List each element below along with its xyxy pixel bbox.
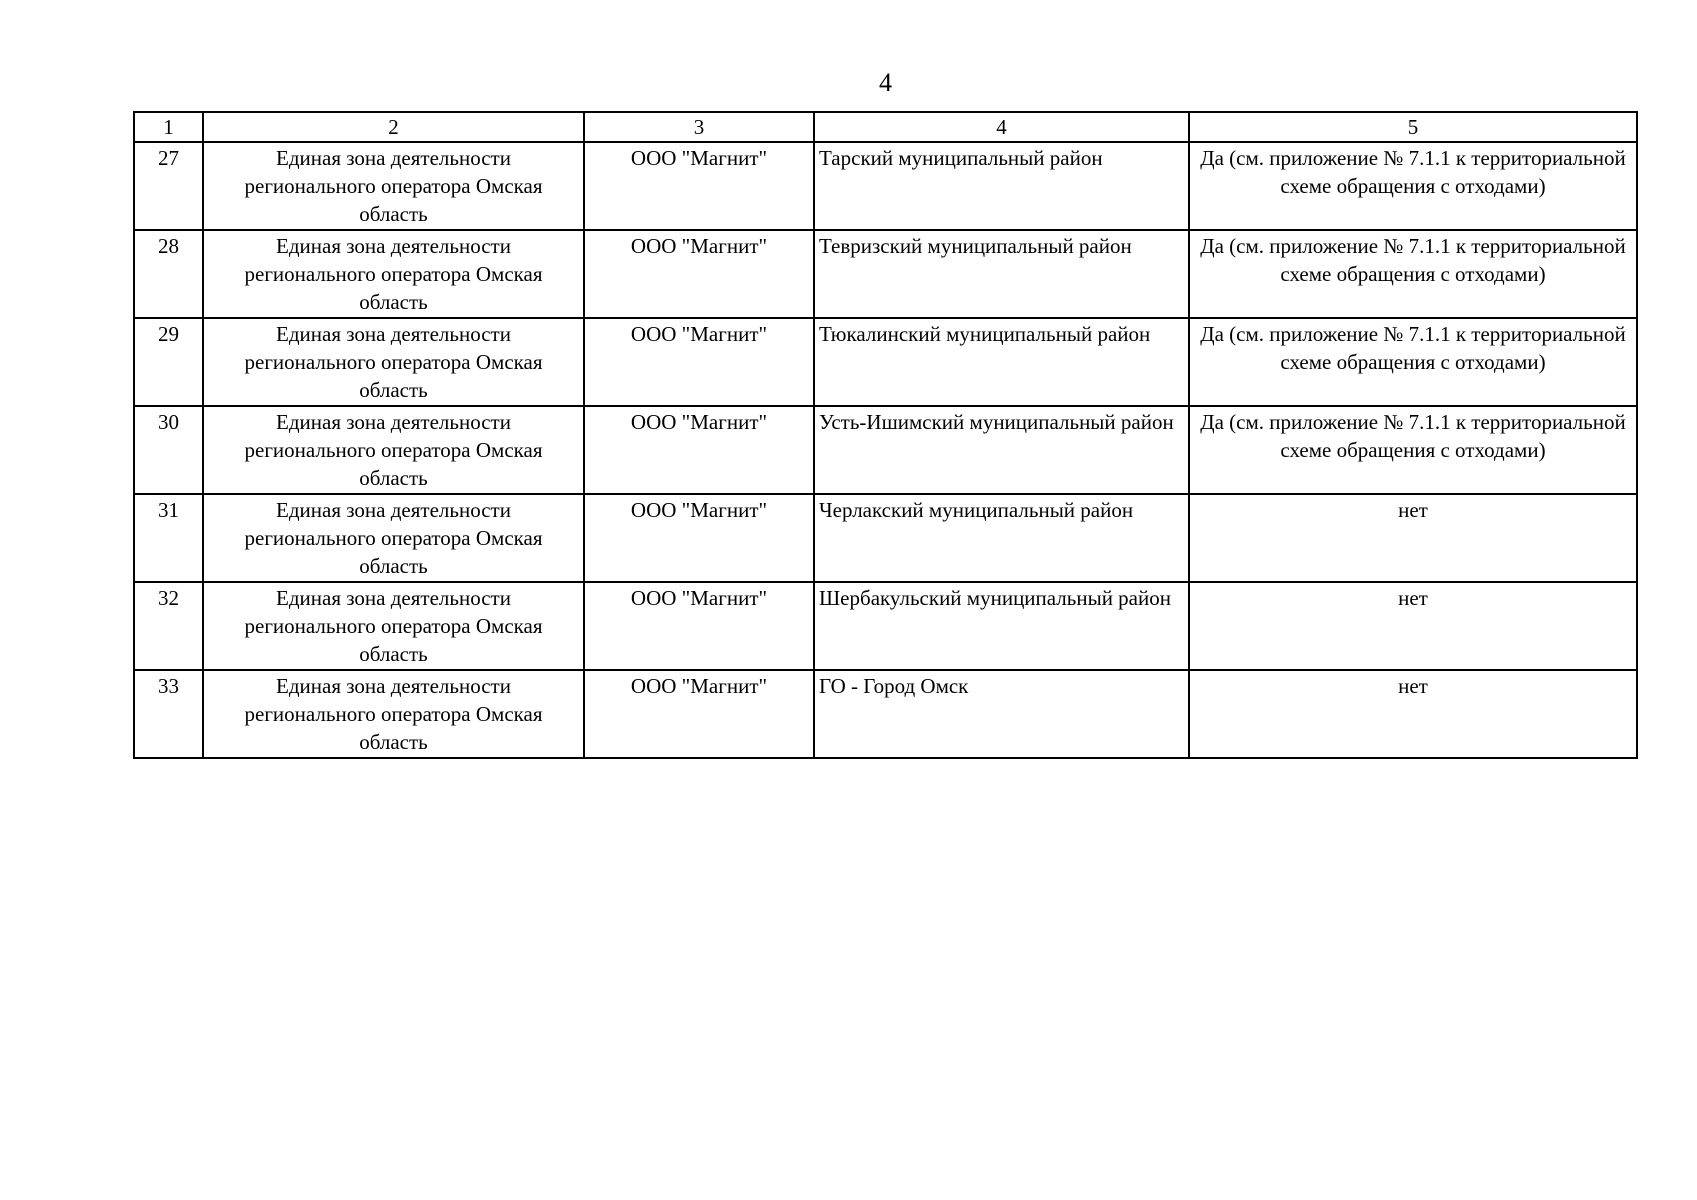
- operator-cell: ООО "Магнит": [584, 582, 814, 670]
- zone-cell: Единая зона деятельности регионального оператора Омская область: [203, 494, 584, 582]
- zone-cell: Единая зона деятельности регионального оператора Омская область: [203, 582, 584, 670]
- table-row: [134, 494, 1637, 582]
- zone-cell: Единая зона деятельности регионального оператора Омская область: [203, 142, 584, 230]
- data-table: [133, 111, 1638, 759]
- requirement-cell: Да (см. приложение № 7.1.1 к территориальной схеме обращения с отходами): [1189, 318, 1637, 406]
- operator-cell: ООО "Магнит": [584, 670, 814, 758]
- column-header-3: 3: [584, 112, 814, 142]
- table-row: [134, 582, 1637, 670]
- row-number-cell: 30: [134, 406, 203, 494]
- zone-cell: Единая зона деятельности регионального оператора Омская область: [203, 230, 584, 318]
- column-header-2: 2: [203, 112, 584, 142]
- operator-cell: ООО "Магнит": [584, 318, 814, 406]
- requirement-cell: Да (см. приложение № 7.1.1 к территориальной схеме обращения с отходами): [1189, 230, 1637, 318]
- area-cell: Тюкалинский муниципальный район: [814, 318, 1189, 406]
- row-number-cell: 31: [134, 494, 203, 582]
- operator-cell: ООО "Магнит": [584, 230, 814, 318]
- table-header-row: [134, 112, 1637, 142]
- area-cell: Шербакульский муниципальный район: [814, 582, 1189, 670]
- row-number-cell: 33: [134, 670, 203, 758]
- area-cell: Черлакский муниципальный район: [814, 494, 1189, 582]
- requirement-cell: Да (см. приложение № 7.1.1 к территориальной схеме обращения с отходами): [1189, 406, 1637, 494]
- area-cell: ГО - Город Омск: [814, 670, 1189, 758]
- table-row: [134, 142, 1637, 230]
- area-cell: Тарский муниципальный район: [814, 142, 1189, 230]
- zone-cell: Единая зона деятельности регионального оператора Омская область: [203, 670, 584, 758]
- column-header-5: 5: [1189, 112, 1637, 142]
- area-cell: Тевризский муниципальный район: [814, 230, 1189, 318]
- requirement-cell: нет: [1189, 670, 1637, 758]
- table-row: [134, 670, 1637, 758]
- row-number-cell: 27: [134, 142, 203, 230]
- table-row: [134, 230, 1637, 318]
- table-row: [134, 406, 1637, 494]
- row-number-cell: 29: [134, 318, 203, 406]
- requirement-cell: Да (см. приложение № 7.1.1 к территориальной схеме обращения с отходами): [1189, 142, 1637, 230]
- operator-cell: ООО "Магнит": [584, 494, 814, 582]
- page-number: 4: [879, 68, 892, 97]
- table-row: [134, 318, 1637, 406]
- zone-cell: Единая зона деятельности регионального оператора Омская область: [203, 318, 584, 406]
- row-number-cell: 28: [134, 230, 203, 318]
- column-header-1: 1: [134, 112, 203, 142]
- operator-cell: ООО "Магнит": [584, 406, 814, 494]
- requirement-cell: нет: [1189, 582, 1637, 670]
- zone-cell: Единая зона деятельности регионального оператора Омская область: [203, 406, 584, 494]
- requirement-cell: нет: [1189, 494, 1637, 582]
- area-cell: Усть-Ишимский муниципальный район: [814, 406, 1189, 494]
- operator-cell: ООО "Магнит": [584, 142, 814, 230]
- column-header-4: 4: [814, 112, 1189, 142]
- row-number-cell: 32: [134, 582, 203, 670]
